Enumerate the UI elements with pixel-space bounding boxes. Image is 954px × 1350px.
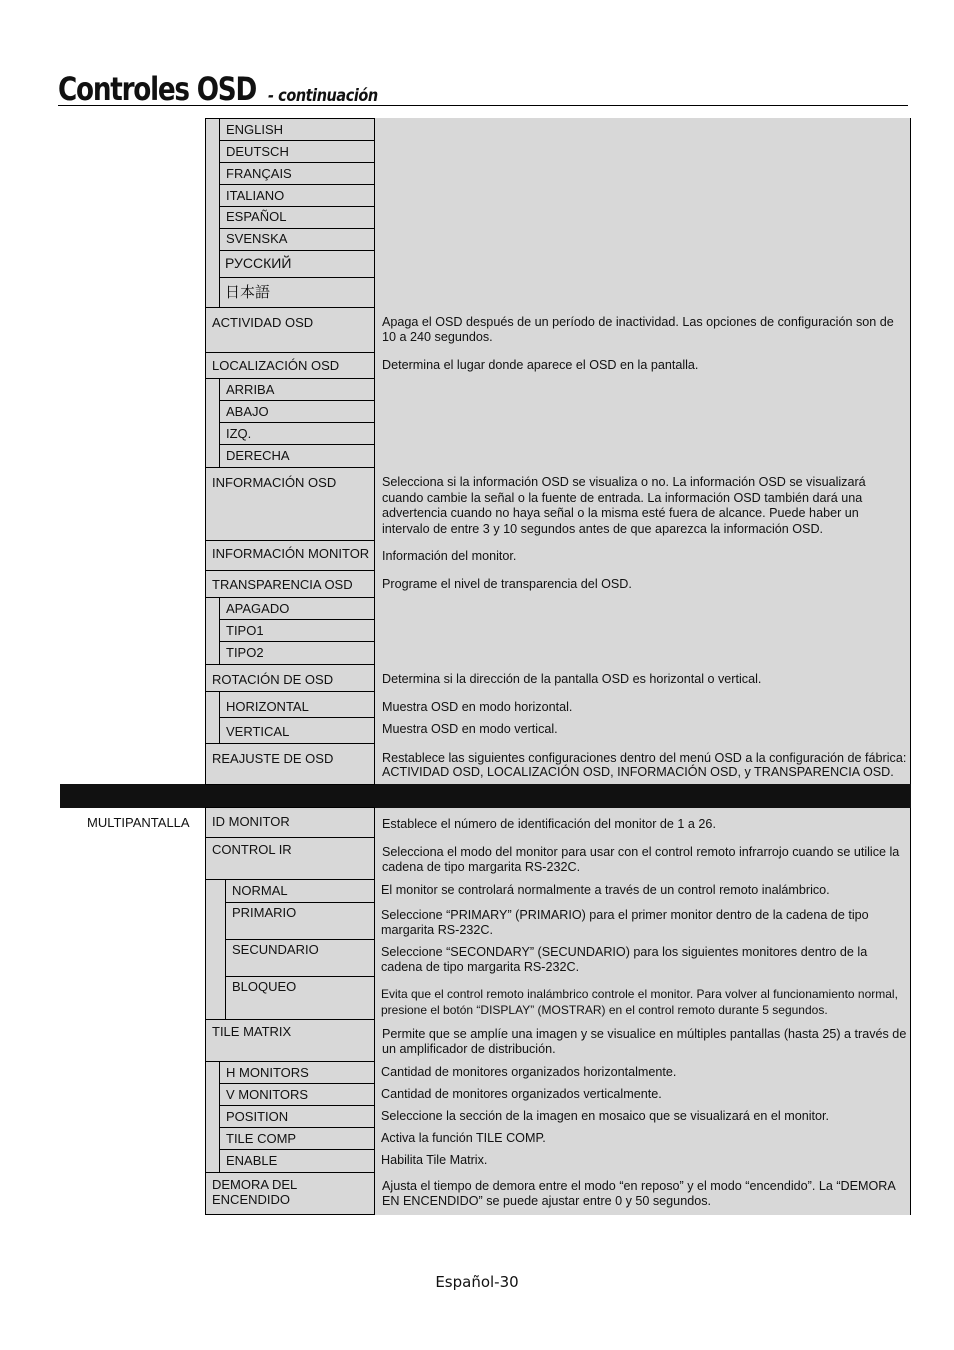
power-on-delay-desc: Ajusta el tiempo de demora entre el modo “en reposo” y el modo “encendido”. La “DEMORA EN ENCENDIDO” se puede ajustar entre 0 y 50 segundos.: [382, 1179, 896, 1208]
lang-svenska: SVENSKA: [226, 231, 288, 246]
rotation-vertical-label: VERTICAL: [226, 724, 290, 739]
ir-primary-desc: Seleccione “PRIMARY” (PRIMARIO) para el primer monitor dentro de la cadena de tipo margarita RS-232C.: [381, 908, 869, 937]
monitor-info-desc: Información del monitor.: [382, 549, 517, 563]
osd-location-desc: Determina el lugar donde aparece el OSD en la pantalla.: [382, 358, 699, 372]
ir-lock-desc: Evita que el control remoto inalámbrico controle el monitor. Para volver al funcionamiento normal, presione el botón “DISPLAY” (MOSTRAR) en el control remoto durante 5 segundos.: [381, 987, 898, 1017]
location-abajo: ABAJO: [226, 404, 269, 419]
page-number: Español-30: [435, 1273, 519, 1291]
ir-control-desc: Selecciona el modo del monitor para usar con el control remoto infrarrojo cuando se utilice la cadena de tipo margarita RS-232C.: [382, 845, 900, 874]
ir-normal-desc: El monitor se controlará normalmente a través de un control remoto inalámbrico.: [381, 883, 830, 897]
osd-info-desc: Selecciona si la información OSD se visualiza o no. La información OSD se visualizará cuando cambie la señal o la fuente de entrada. La información OSD también dará una advertencia cuando no haya señal o la misma esté fuera de alcance. Puede haber un intervalo de entre 3 y 10 segundos antes de que aparezca la información OSD.: [382, 475, 866, 536]
osd-location-label: LOCALIZACIÓN OSD: [212, 358, 340, 373]
osd-reset-label: REAJUSTE DE OSD: [212, 751, 334, 766]
location-izq: IZQ.: [226, 426, 252, 441]
transparency-apagado: APAGADO: [226, 601, 290, 616]
monitor-id-desc: Establece el número de identificación del monitor de 1 a 26.: [382, 817, 716, 831]
monitor-id-label: ID MONITOR: [212, 814, 290, 829]
rotation-vertical-desc: Muestra OSD en modo vertical.: [382, 722, 558, 736]
tile-comp-desc: Activa la función TILE COMP.: [381, 1131, 546, 1145]
lang-italiano: ITALIANO: [226, 188, 285, 203]
location-derecha: DERECHA: [226, 448, 290, 463]
osd-activity-label: ACTIVIDAD OSD: [212, 315, 314, 330]
osd-info-label: INFORMACIÓN OSD: [212, 475, 337, 490]
rotation-horizontal-label: HORIZONTAL: [226, 699, 309, 714]
ir-normal-label: NORMAL: [232, 883, 288, 898]
lang-francais: FRANÇAIS: [226, 166, 292, 181]
ir-lock-label: BLOQUEO: [232, 979, 297, 994]
title-subtitle: - continuación: [268, 86, 378, 106]
tile-comp-label: TILE COMP: [226, 1131, 297, 1146]
h-monitors-label: H MONITORS: [226, 1065, 309, 1080]
osd-transparency-desc: Programe el nivel de transparencia del OSD.: [382, 577, 632, 591]
lang-deutsch: DEUTSCH: [226, 144, 289, 159]
tile-matrix-label: TILE MATRIX: [212, 1024, 292, 1039]
lang-russian: РУССКИЙ: [225, 255, 292, 271]
transparency-tipo2: TIPO2: [226, 645, 264, 660]
page-title: [58, 70, 378, 108]
rotation-horizontal-desc: Muestra OSD en modo horizontal.: [382, 700, 573, 714]
location-arriba: ARRIBA: [226, 382, 275, 397]
power-on-delay-label: DEMORA DEL ENCENDIDO: [212, 1177, 297, 1207]
lang-japanese: 日本語: [225, 284, 271, 301]
transparency-tipo1: TIPO1: [226, 623, 264, 638]
osd-reset-desc: Restablece las siguientes configuraciones dentro del menú OSD a la configuración de fábrica: ACTIVIDAD OSD, LOCALIZACIÓN OSD, INFORMACIÓN OSD, y TRANSPARENCIA OSD.: [382, 751, 907, 779]
section-label-multipantalla: MULTIPANTALLA: [87, 815, 190, 830]
ir-primary-label: PRIMARIO: [232, 905, 297, 920]
ir-secondary-desc: Seleccione “SECONDARY” (SECUNDARIO) para los siguientes monitores dentro de la cadena de tipo margarita RS-232C.: [381, 945, 868, 974]
monitor-info-label: INFORMACIÓN MONITOR: [212, 546, 370, 561]
osd-rotation-desc: Determina si la dirección de la pantalla OSD es horizontal o vertical.: [382, 672, 762, 686]
ir-control-label: CONTROL IR: [212, 842, 292, 857]
enable-desc: Habilita Tile Matrix.: [381, 1153, 488, 1167]
ir-secondary-label: SECUNDARIO: [232, 942, 319, 957]
position-label: POSITION: [226, 1109, 289, 1124]
lang-espanol: ESPAÑOL: [226, 209, 287, 224]
h-monitors-desc: Cantidad de monitores organizados horizontalmente.: [381, 1065, 677, 1079]
v-monitors-desc: Cantidad de monitores organizados verticalmente.: [381, 1087, 662, 1101]
section-divider: [60, 784, 911, 808]
title-rule: [58, 105, 908, 106]
osd-activity-box: [205, 307, 375, 353]
lang-english: ENGLISH: [226, 122, 284, 137]
title-main: Controles OSD: [58, 70, 257, 108]
tile-matrix-desc: Permite que se amplíe una imagen y se visualice en múltiples pantallas (hasta 25) a través de un amplificador de distribución.: [382, 1027, 907, 1056]
v-monitors-label: V MONITORS: [226, 1087, 309, 1102]
osd-activity-desc: Apaga el OSD después de un período de inactividad. Las opciones de configuración son de 10 a 240 segundos.: [382, 315, 894, 344]
osd-rotation-label: ROTACIÓN DE OSD: [212, 672, 334, 687]
enable-label: ENABLE: [226, 1153, 278, 1168]
osd-transparency-label: TRANSPARENCIA OSD: [212, 577, 353, 592]
position-desc: Seleccione la sección de la imagen en mosaico que se visualizará en el monitor.: [381, 1109, 830, 1123]
